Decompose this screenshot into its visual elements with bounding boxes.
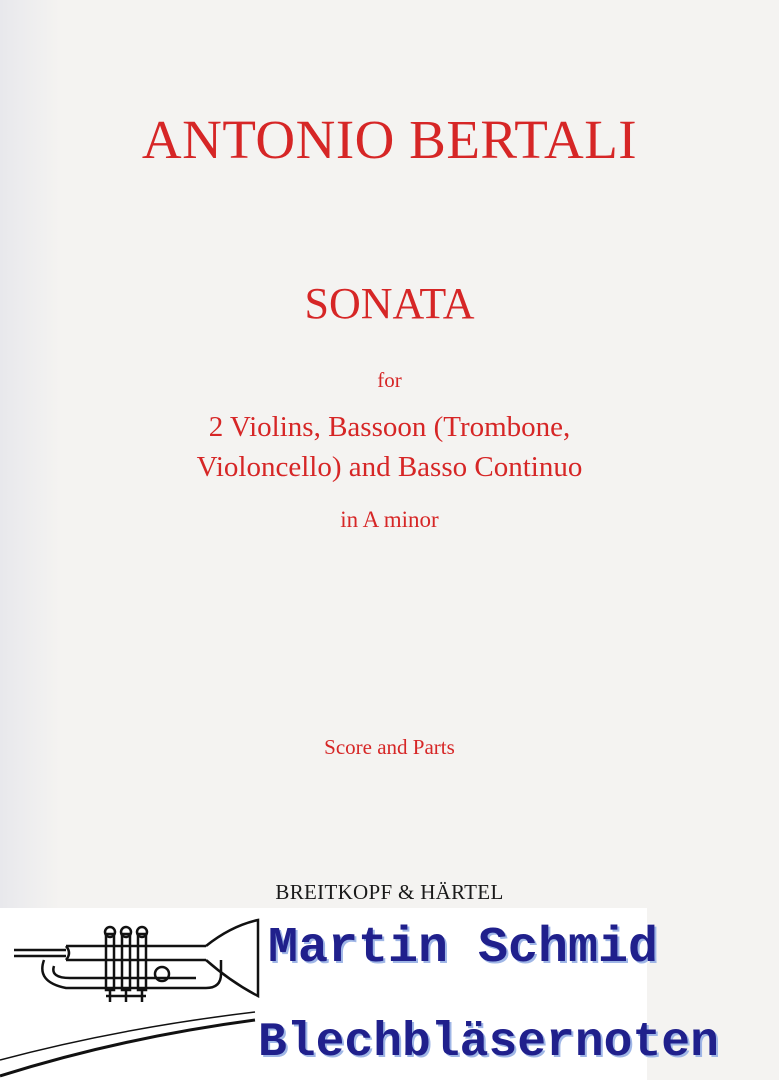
watermark-line-2: Blechbläsernoten — [258, 1016, 719, 1070]
publisher-name: BREITKOPF & HÄRTEL — [275, 880, 504, 904]
watermark-line-1: Martin Schmid — [268, 920, 659, 977]
instrumentation-line-2: Violoncello) and Basso Continuo — [196, 451, 583, 483]
edition-label: Score and Parts — [324, 735, 455, 759]
watermark-banner — [0, 908, 719, 1080]
swoosh-decoration — [0, 998, 300, 1078]
work-title: SONATA — [304, 279, 475, 328]
instrumentation-line-1: 2 Violins, Bassoon (Trombone, — [208, 411, 571, 443]
key-label: in A minor — [340, 507, 439, 532]
composer-name: ANTONIO BERTALI — [141, 109, 638, 170]
for-label: for — [377, 368, 402, 392]
